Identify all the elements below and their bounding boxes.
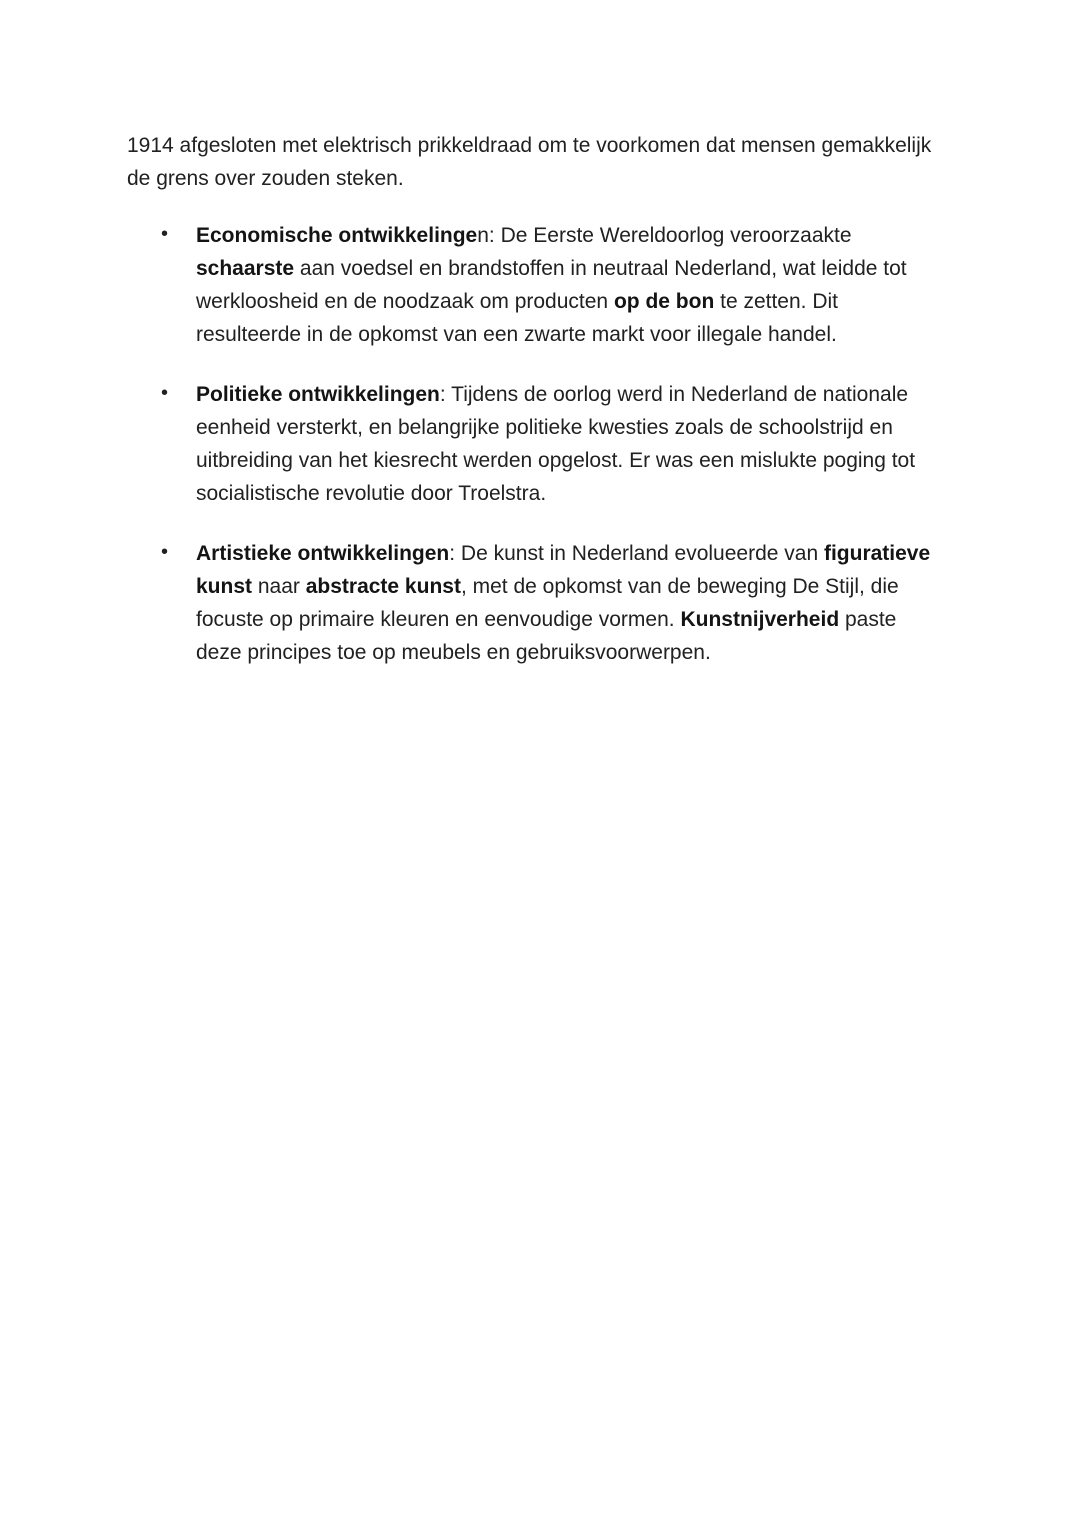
list-item-politieke-ontwikkelingen	[127, 378, 938, 510]
body-text: paste deze principes toe op meubels en gebruiksvoorwerpen.	[196, 608, 897, 664]
emphasized-text: Artistieke ontwikkelingen	[196, 542, 450, 565]
emphasized-text: op de bon	[613, 290, 715, 313]
bullet-list	[127, 219, 938, 669]
body-text: : Tijdens de oorlog werd in Nederland de nationale eenheid versterkt, en belangrijke politieke kwesties zoals de schoolstrijd en uitbreiding van het kiesrecht werden opgelost. Er was een mislukte poging tot socialistische revolutie door Troelstra.	[196, 383, 916, 505]
intro-paragraph: 1914 afgesloten met elektrisch prikkeldraad om te voorkomen dat mensen gemakkelijk de grens over zouden steken.	[127, 134, 932, 190]
list-item-text	[196, 224, 907, 346]
emphasized-text: Economische ontwikkelinge	[196, 224, 478, 247]
list-item-economische-ontwikkelingen	[127, 219, 938, 351]
body-text: naar	[252, 575, 306, 598]
body-text: aan voedsel en brandstoffen in neutraal Nederland, wat leidde tot werkloosheid en de noodzaak om producten	[196, 257, 907, 313]
bullet-icon: •	[161, 223, 169, 245]
emphasized-text: schaarste	[196, 257, 295, 280]
emphasized-text: Kunstnijverheid	[680, 608, 840, 631]
emphasized-text: abstracte kunst	[305, 575, 461, 598]
body-text: te zetten. Dit resulteerde in de opkomst van een zwarte markt voor illegale handel.	[196, 290, 839, 346]
list-item-text	[196, 542, 930, 664]
body-text: , met de opkomst van de beweging De Stijl, die focuste op primaire kleuren en eenvoudige vormen.	[196, 575, 899, 631]
body-text: : De kunst in Nederland evolueerde van	[449, 542, 824, 565]
body-text: n: De Eerste Wereldoorlog veroorzaakte	[477, 224, 852, 247]
list-item-artistieke-ontwikkelingen	[127, 537, 938, 669]
emphasized-text: figuratieve kunst	[196, 542, 931, 598]
bullet-icon: •	[161, 541, 169, 563]
emphasized-text: Politieke ontwikkelingen	[196, 383, 440, 406]
list-item-text	[196, 383, 915, 505]
bullet-icon: •	[161, 382, 169, 404]
